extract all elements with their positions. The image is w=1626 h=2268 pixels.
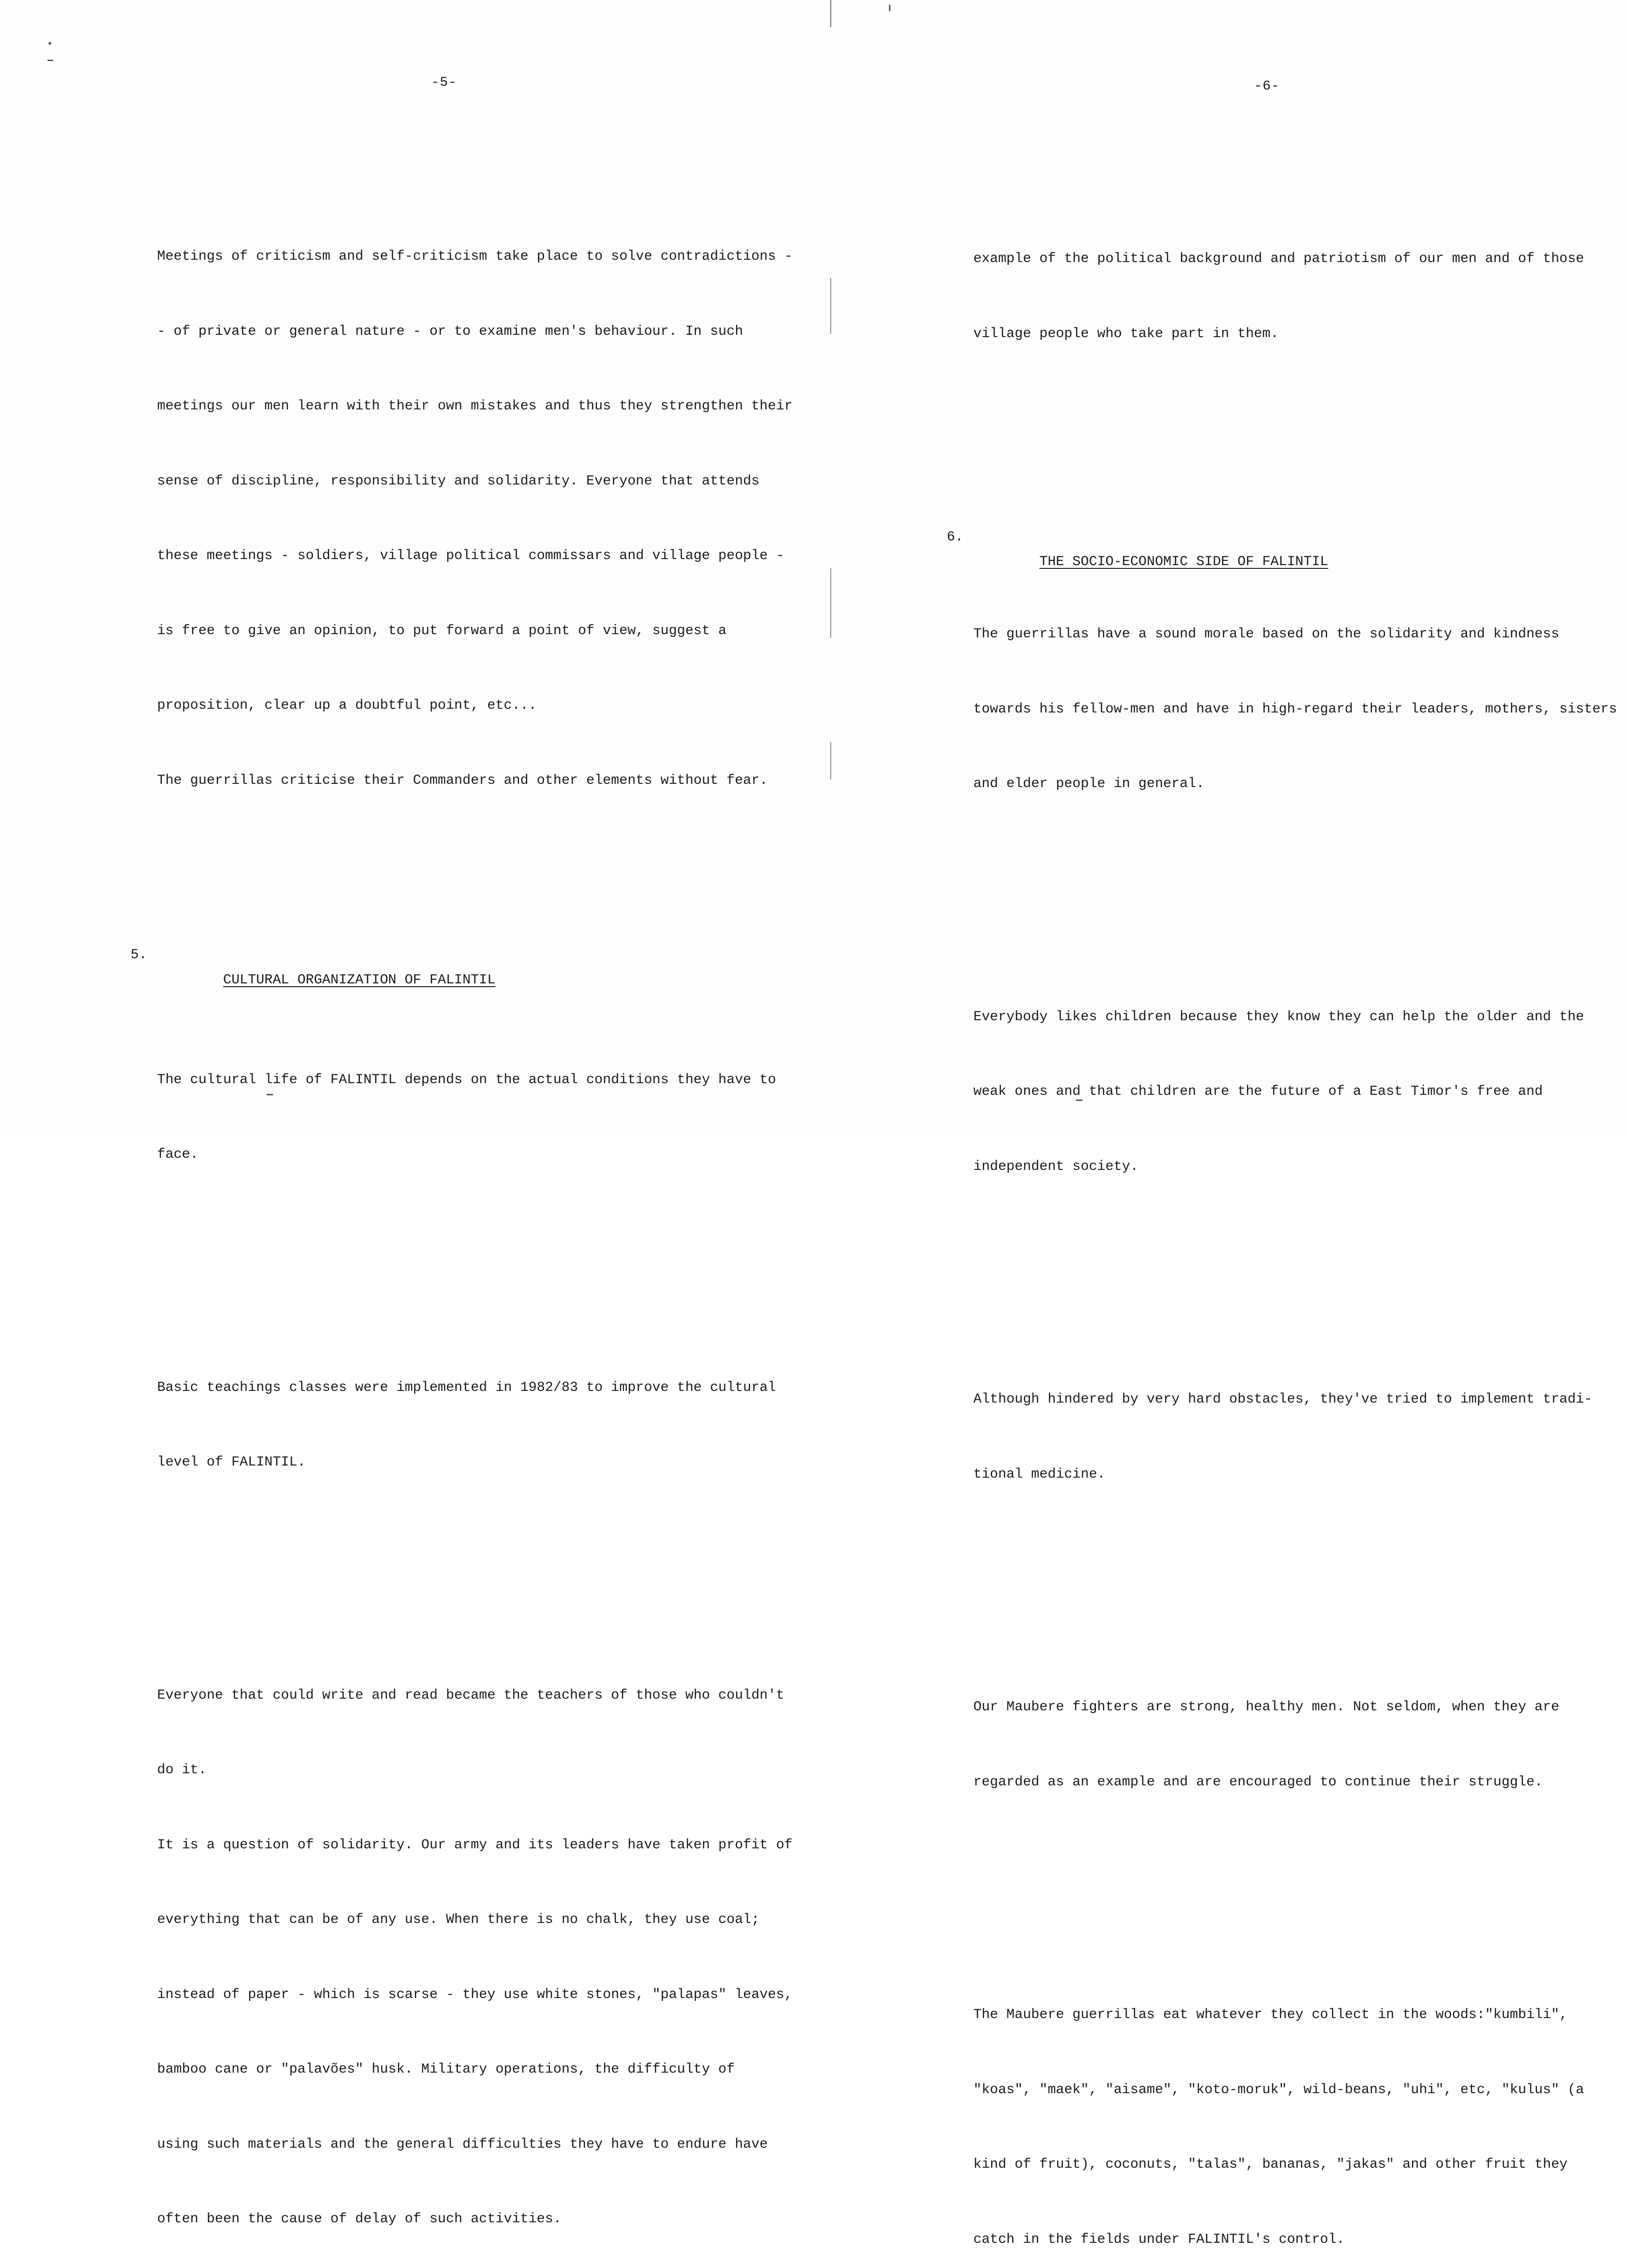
section-number: 5. — [131, 942, 147, 968]
text-line: towards his fellow-men and have in high-regard their leaders, mothers, sisters — [973, 697, 1617, 722]
scan-speck — [1076, 1099, 1082, 1101]
text-line: sense of discipline, responsibility and solidarity. Everyone that attends — [157, 469, 817, 494]
section-number: 6. — [947, 525, 963, 550]
text-line: village people who take part in them. — [973, 321, 1617, 346]
section-title: CULTURAL ORGANIZATION OF FALINTIL — [223, 972, 496, 988]
text-line: level of FALINTIL. — [157, 1450, 817, 1475]
page-number-6: -6- — [1254, 78, 1280, 94]
scan-speck — [267, 1094, 273, 1095]
paragraph — [973, 1952, 1617, 2268]
page-5-body — [157, 144, 817, 2268]
text-line: It is a question of solidarity. Our army and its leaders have taken profit of — [157, 1832, 817, 1858]
text-line: - of private or general nature - or to examine men's behaviour. In such — [157, 319, 817, 344]
text-line: regarded as an example and are encouraged to continue their struggle. — [973, 1770, 1617, 1795]
margin-mark — [830, 568, 831, 638]
text-line: catch in the fields under FALINTIL's control. — [973, 2227, 1617, 2252]
paragraph — [973, 1337, 1617, 1536]
paragraph — [157, 1325, 817, 1525]
scan-speck — [48, 42, 51, 45]
paragraph — [973, 196, 1617, 396]
text-line: independent society. — [973, 1154, 1617, 1179]
paragraph — [157, 194, 817, 843]
paragraph — [973, 572, 1617, 846]
scan-speck — [48, 60, 53, 61]
text-line: The guerrillas have a sound morale based on the solidarity and kindness — [973, 622, 1617, 647]
text-line: Everyone that could write and read became the teachers of those who couldn't — [157, 1683, 817, 1708]
text-line: weak ones and that children are the future of a East Timor's free and — [973, 1079, 1617, 1104]
text-line: and elder people in general. — [973, 771, 1617, 796]
text-line: instead of paper - which is scarse - they use white stones, "palapas" leaves, — [157, 1982, 817, 2007]
paragraph — [973, 1645, 1617, 1844]
page-6 — [834, 0, 1626, 1134]
paragraph — [157, 1633, 817, 2268]
text-line: Meetings of criticism and self-criticism take place to solve contradictions - — [157, 244, 817, 269]
text-line: is free to give an opinion, to put forward a point of view, suggest a — [157, 618, 817, 643]
text-line: proposition, clear up a doubtful point, etc... — [157, 693, 817, 718]
section-heading-6 — [973, 499, 1617, 522]
paragraph — [973, 954, 1617, 1229]
text-line: meetings our men learn with their own mistakes and thus they strengthen their — [157, 394, 817, 419]
text-line: tional medicine. — [973, 1462, 1617, 1487]
text-line: Although hindered by very hard obstacles, they've tried to implement tradi- — [973, 1387, 1617, 1412]
text-line: often been the cause of delay of such activities. — [157, 2206, 817, 2232]
text-line: using such materials and the general difficulties they have to endure have — [157, 2132, 817, 2157]
text-line: Basic teachings classes were implemented in 1982/83 to improve the cultural — [157, 1375, 817, 1400]
page-5 — [0, 0, 830, 1134]
text-line: example of the political background and patriotism of our men and of those — [973, 246, 1617, 271]
margin-mark — [830, 742, 831, 780]
section-title: THE SOCIO-ECONOMIC SIDE OF FALINTIL — [1040, 553, 1329, 569]
text-line: Everybody likes children because they know they can help the older and the — [973, 1004, 1617, 1030]
scan-speck — [889, 5, 890, 11]
text-line: do it. — [157, 1757, 817, 1783]
paragraph — [157, 1017, 817, 1217]
section-heading-5 — [157, 918, 817, 943]
text-line: bamboo cane or "palavões" husk. Military operations, the difficulty of — [157, 2057, 817, 2082]
text-line: kind of fruit), coconuts, "talas", bananas, "jakas" and other fruit they — [973, 2152, 1617, 2177]
page-divider — [830, 0, 831, 27]
text-line: Our Maubere fighters are strong, healthy men. Not seldom, when they are — [973, 1694, 1617, 1720]
text-line: these meetings - soldiers, village political commissars and village people - — [157, 543, 817, 568]
text-line: "koas", "maek", "aisame", "koto-moruk", wild-beans, "uhi", etc, "kulus" (a — [973, 2077, 1617, 2102]
page-6-body — [973, 146, 1617, 2268]
page-number-5: -5- — [431, 75, 457, 90]
text-line: everything that can be of any use. When there is no chalk, they use coal; — [157, 1907, 817, 1932]
text-line: The guerrillas criticise their Commanders and other elements without fear. — [157, 768, 817, 793]
text-line: face. — [157, 1142, 817, 1167]
margin-mark — [830, 278, 831, 334]
text-line: The Maubere guerrillas eat whatever they collect in the woods:"kumbili", — [973, 2002, 1617, 2027]
text-line: The cultural life of FALINTIL depends on the actual conditions they have to — [157, 1067, 817, 1093]
